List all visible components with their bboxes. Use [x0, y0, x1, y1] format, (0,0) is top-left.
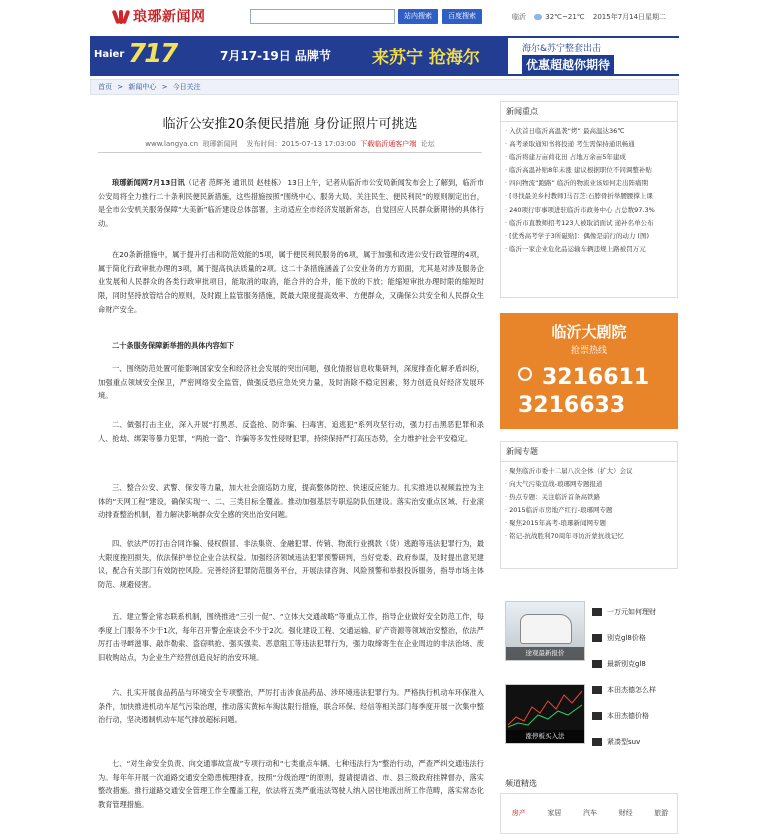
car-link-item[interactable]	[592, 599, 656, 625]
phone-icon	[518, 367, 532, 381]
banner-right-line2: 优惠超越你期待	[522, 55, 614, 74]
search-input[interactable]	[250, 9, 395, 24]
weather-bar	[512, 12, 672, 22]
channel-tabs-box	[500, 793, 678, 834]
car-bullet-icon	[592, 634, 602, 642]
article-time: 发布时间：2015-07-13 17:03:00	[246, 140, 356, 148]
news-list-item[interactable]: · [优秀高考学子3所磁贴]：偶像是前行的动力 (图)	[505, 230, 673, 243]
car-link-item[interactable]	[592, 651, 656, 677]
article-site[interactable]: www.langya.cn	[145, 140, 199, 148]
tab-home[interactable]: 家居	[547, 809, 562, 817]
paragraph-text: 一、围绕防范处置可能影响国家安全和经济社会发展的突出问题，强化情报信息收集研判，深度排查化解矛盾纠纷，加强重点领域安全保卫，严密网络安全监管，做强反恐应急处突力量，及时消除不稳定因素，努力创造良好经济发展环境。	[98, 364, 484, 401]
theater-ad[interactable]	[500, 313, 678, 429]
theater-ad-subtitle: 抢票热线	[570, 346, 607, 356]
breadcrumb-separator: >	[117, 83, 124, 91]
theater-ad-title: 临沂大剧院	[551, 323, 627, 341]
article-section-heading	[98, 339, 484, 353]
news-highlights-list	[501, 122, 677, 259]
article-paragraph	[98, 686, 484, 727]
paragraph-lead: 琅琊新闻网7月13日讯	[112, 178, 185, 187]
topic-list-item[interactable]: · 聚焦2015年高考-琅琊新闻网专题	[505, 517, 673, 530]
article-paragraph	[98, 757, 484, 812]
car-link-item[interactable]	[592, 729, 656, 755]
car-bullet-icon	[592, 738, 602, 746]
paragraph-text: 四、依法严厉打击合同诈骗、侵权假冒、非法集资、金融犯罪、传销、物流行业携款（货）逃跑等违法犯罪行为，最大限度挽回损失，依法保护单位企业合法权益。加强经济领域违法犯罪预警研判，当好党委、政府参谋，及时提出意见建议，配合有关部门有效防控风险。完善经济犯罪防范服务平台，开展法律咨询、风险预警和举报投诉服务，指导市场主体防范、规避侵害。	[98, 539, 484, 590]
news-list-item[interactable]: · 临沂市直教师招考123人被取消面试 递补名单公布	[505, 217, 673, 230]
banner-right-panel	[508, 38, 679, 74]
car-bullet-icon	[592, 660, 602, 668]
car-link-list	[592, 599, 656, 755]
app-download-link[interactable]: 下载临沂通客户端	[360, 140, 417, 148]
breadcrumb-home[interactable]: 首页	[98, 83, 112, 91]
tab-finance[interactable]: 财经	[618, 809, 633, 817]
tab-auto[interactable]: 汽车	[582, 809, 597, 817]
news-topics-list	[501, 462, 677, 547]
news-list-item[interactable]: · [寻找最美乡村教师]马召芝:石脖骨折举腰腰撑上课	[505, 190, 673, 203]
logo-mark-icon	[112, 6, 130, 26]
article-paragraph	[98, 248, 484, 317]
car-link-label: 紧凑型suv	[607, 738, 641, 746]
paragraph-text: 二、做强打击主业，深入开展“打黑恶、反盗抢、防诈骗、扫毒害、追逃犯”系列攻坚行动，强力打击黑恶犯罪和杀人、抢劫、绑架等暴力犯罪，“两抢一盗”、诈骗等多发性侵财犯罪，持续保持严打高压态势，全力维护社会平安稳定。	[98, 420, 484, 443]
banner-slogan: 来苏宁 抢海尔	[372, 48, 480, 68]
stock-thumbnail-caption: 涨停板买入法	[506, 730, 584, 743]
site-search-button[interactable]: 站内搜索	[398, 9, 438, 24]
banner-number: 717	[128, 39, 177, 69]
breadcrumb	[90, 79, 679, 95]
weather-temp: 32℃~21℃	[545, 13, 585, 21]
baidu-search-button[interactable]: 百度搜索	[442, 9, 482, 24]
car-thumbnail[interactable]	[505, 601, 585, 661]
theater-phone-1: 3216611	[542, 365, 650, 390]
car-link-item[interactable]	[592, 625, 656, 651]
news-list-item[interactable]: · 四问物流“跑路” 临沂的物流业该如何走出阵痛期	[505, 177, 673, 190]
news-list-item[interactable]: · 临沂高温补贴8年未涨 建议根据职位不同调整补贴	[505, 164, 673, 177]
stock-chart-image	[506, 685, 584, 731]
article-paragraph	[98, 537, 484, 592]
banner-dates: 7月17-19日 品牌节	[220, 49, 331, 63]
cloud-icon	[534, 14, 542, 20]
news-topics-title: 新闻专题	[501, 442, 677, 462]
topic-list-item[interactable]: · 热点专题：关注临沂首条高铁路	[505, 491, 673, 504]
topic-list-item[interactable]: · 2015临沂市房地产红行-琅琊网专题	[505, 504, 673, 517]
car-image	[520, 614, 572, 644]
channel-title: 频道精选	[505, 779, 537, 788]
news-topics-box	[500, 441, 678, 569]
paragraph-text: （记者 范辉尧 通讯员 赵桂栋） 13日上午，记者从临沂市公安局新闻发布会上了解到，临沂市公安局将全力推行二十条利民便民新措施，这些措施按照“围绕中心、服务大局、关注民生、便民利民”的原则制定出台，是全市公安机关服务保障“大美新”临沂建设总体部署，主动适应全市经济发展新常态，自觉回应人民群众新期待的具体行动。	[98, 178, 484, 229]
news-list-item[interactable]: · 临沂将建万亩荷花田 占地万余亩5年建成	[505, 151, 673, 164]
paragraph-text: 六、扎实开展食品药品与环境安全专项整治，严厉打击涉食品药品、涉环境违法犯罪行为。严格执行机动车环保准入条件，加快推进机动车尾气污染治理，推动落实黄标车淘汰限行措施，联合环保、经信等相关部门每季度开展一次集中整治行动，坚决遏制机动车尾气排放超标问题。	[98, 688, 484, 725]
stock-thumbnail[interactable]	[505, 684, 585, 744]
paragraph-text: 在20条新措施中，属于提升打击和防范效能的5项，属于便民利民服务的6项，属于加强和改进公安行政管理的4项，属于简化行政审批办理的3项，属于提高执法质量的2项。这二十条措施涵盖了公安业务的方方面面，尤其是对涉及服务企业发展和人民群众的各类行政审批项目，能取消的取消，能合并的合并，能下放的下放；能缩短审批办理时限的缩短时限，同时坚持放管结合的原则，及时跟上监管服务措施，既最大限度提高效率、方便群众，又确保公共安全和人民群众生命财产安全。	[98, 250, 484, 314]
article-paragraph	[98, 176, 484, 231]
theater-phone-2: 3216633	[518, 393, 626, 418]
article-paragraph	[98, 418, 484, 445]
car-link-label: 本田杰德怎么样	[607, 686, 656, 694]
car-bullet-icon	[592, 608, 602, 616]
forum-link[interactable]: 论坛	[420, 140, 435, 148]
breadcrumb-separator: >	[161, 83, 168, 91]
paragraph-text: 七、“对生命安全负责、向交通事故宣战”专项行动和“七类重点车辆、七种违法行为”整治行动，严查严纠交通违法行为。每年年开展一次道路交通安全隐患梳理排查，按照“分级治理”的原则，提请提请省、市、县三级政府挂牌督办，落实整改措施。推行道路交通安全管理工作全覆盖工程，依法将五类严重违法驾驶人纳入居住地派出所工作范畴，落实常态化教育管理措施。	[98, 759, 484, 810]
car-bullet-icon	[592, 712, 602, 720]
banner-ad[interactable]	[90, 36, 679, 76]
car-link-item[interactable]	[592, 703, 656, 729]
banner-brand: Haier	[94, 49, 125, 60]
current-date: 2015年7月14日星期二	[592, 13, 667, 21]
article-paragraph	[98, 481, 484, 522]
section-heading-text: 二十条服务保障新举措的具体内容如下	[112, 341, 235, 350]
site-logo[interactable]	[112, 6, 220, 26]
logo-text: 琅琊新闻网	[133, 9, 206, 25]
channel-tabs	[501, 808, 679, 818]
car-thumbnail-caption: 途观最新报价	[506, 647, 584, 660]
breadcrumb-news-center[interactable]: 新闻中心	[128, 83, 157, 91]
article-meta	[90, 139, 490, 149]
car-link-label: 别克gl8价格	[607, 634, 646, 642]
car-link-label: 本田杰德价格	[607, 712, 649, 720]
news-highlights-title: 新闻重点	[501, 102, 677, 122]
news-list-item[interactable]: · 240项行审事项进驻临沂市政务中心 占总数97.3%	[505, 204, 673, 217]
news-highlights-box	[500, 101, 678, 298]
tab-house[interactable]: 房产	[511, 809, 526, 817]
car-link-label: 一万元如何理财	[607, 608, 656, 616]
article-paragraph	[98, 610, 484, 665]
weather-city: 临沂	[512, 13, 526, 21]
news-list-item[interactable]: · 临沂一家企业危化品运输车辆违规上路被罚万元	[505, 243, 673, 256]
paragraph-text: 五、建立警企常态联系机制，围绕推进“三引一促”、“立体大交通战略”等重点工作，指导企业做好安全防范工作，每季度上门服务不少于1次，每年召开警企座谈会不少于2次。强化建设工程、交通运输、矿产资源等领域治安整治，依法严厉打击寻衅滋事、敲诈勒索、盗窃哄抢、强买强卖、恶意阻工等违法犯罪行为，强力取缔寄生在企业周边的非法治场、废旧收购站点，为企业生产经营创造良好的治安环境。	[98, 612, 484, 663]
car-bullet-icon	[592, 686, 602, 694]
title-divider	[98, 152, 482, 153]
topic-list-item[interactable]: · 向大气污染宣战-琅琊网专题报道	[505, 478, 673, 491]
car-link-item[interactable]	[592, 677, 656, 703]
news-list-item[interactable]: · 入伏首日临沂高温袭“烤” 最高温达36℃	[505, 125, 673, 138]
breadcrumb-today[interactable]: 今日关注	[172, 83, 201, 91]
topic-list-item[interactable]: · 铭记-抗战胜利70周年寻访沂蒙抗战记忆	[505, 530, 673, 543]
article-title: 临沂公安推20条便民措施 身份证照片可挑选	[162, 117, 418, 132]
banner-right-line1: 海尔&苏宁整套出击	[522, 44, 602, 54]
article-source: 琅琊新闻网	[202, 140, 238, 148]
news-list-item[interactable]: · 高考录取通知书将投递 考生需保持通讯畅通	[505, 138, 673, 151]
car-link-label: 最新别克gl8	[607, 660, 646, 668]
topic-list-item[interactable]: · 聚焦临沂市委十二届八次全体（扩大）会议	[505, 465, 673, 478]
tab-travel[interactable]: 旅游	[654, 809, 669, 817]
paragraph-text: 三、整合公安、武警、保安等力量，加大社会面巡防力度，提高整体防控、快速反应能力。扎实推进以视频监控为主体的“天网工程”建设，确保实现一、二、三类目标全覆盖。推动加强基层专职巡防队伍建设。落实治安重点区域、行业滚动排查整治机制，着力解决影响群众安全感的突出治安问题。	[98, 483, 484, 520]
article-paragraph	[98, 362, 484, 403]
